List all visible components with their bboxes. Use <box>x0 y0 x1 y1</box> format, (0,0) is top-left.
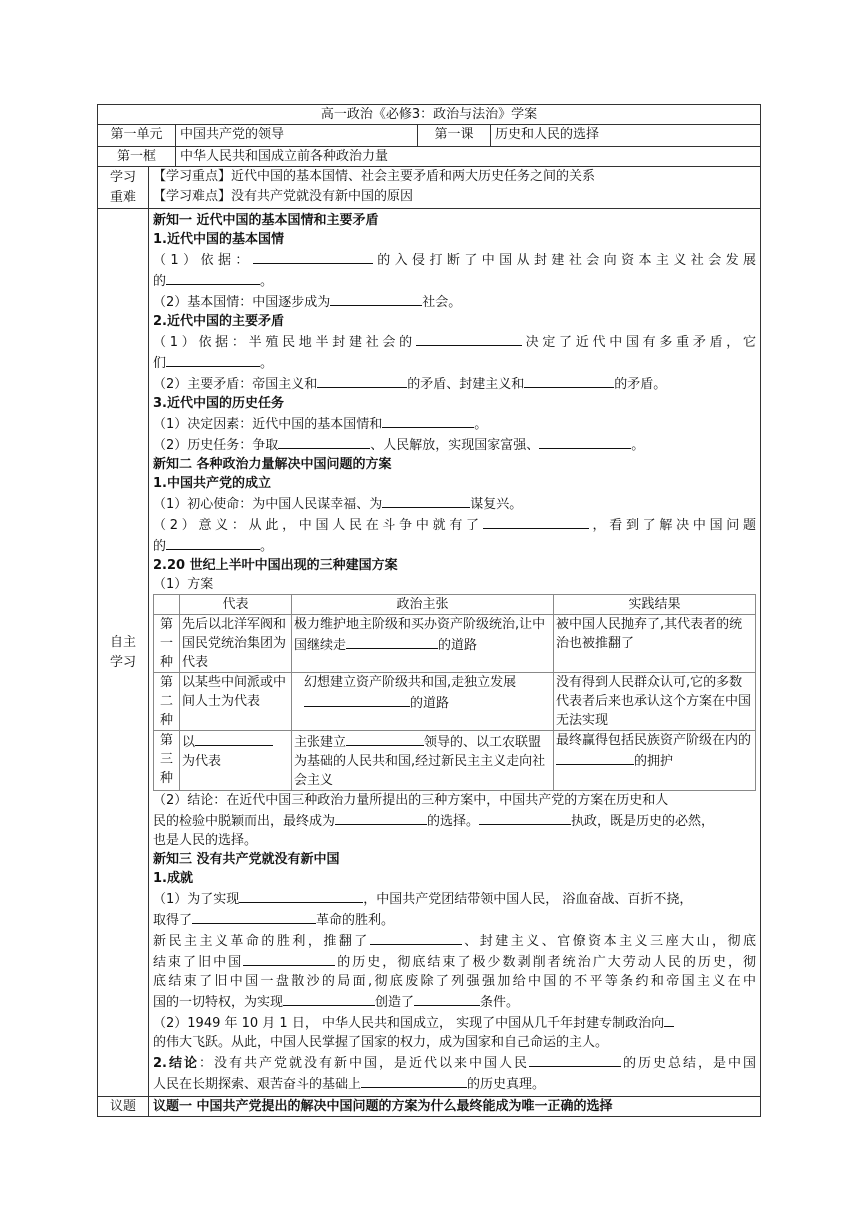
frame-name: 中华人民共和国成立前各种政治力量 <box>176 147 761 167</box>
frame-label: 第一框 <box>98 147 176 167</box>
self-study-content <box>149 209 761 1097</box>
plan-claim: 幻想建立资产阶级共和国,走独立发展的道路 <box>292 673 554 731</box>
plan-rep: 先后以北洋军阀和国民党统治集团为代表 <box>180 615 292 673</box>
unit-name: 中国共产党的领导 <box>176 125 418 147</box>
plan-result: 被中国人民抛弃了,其代表者的统治也被推翻了 <box>554 615 756 673</box>
k1-heading: 新知一 近代中国的基本国情和主要矛盾 <box>153 213 379 228</box>
k2-s1-b-cont: 的 。 <box>153 535 756 556</box>
plan-rep: 以 为代表 <box>180 731 292 791</box>
k2-s1-title: 1.中国共产党的成立 <box>153 476 271 491</box>
plan-result: 没有得到人民群众认可,它的多数代表者后来也承认这个方案在中国无法实现 <box>554 673 756 731</box>
k3-b-cont: 的伟大飞跃。从此，中国人民掌握了国家的权力，成为国家和自己命运的主人。 <box>153 1035 609 1050</box>
k2-s1-b: （2）意义：从此，中国人民在斗争中就有了 ，看到了解决中国问题 <box>153 514 756 535</box>
plan-label: 第二种 <box>154 673 180 731</box>
k3-p: 新民主主义革命的胜利，推翻了 、封建主义、官僚资本主义三座大山，彻底 <box>153 930 756 951</box>
unit-label: 第一单元 <box>98 125 176 147</box>
k1-s2-a: （1）依据：半殖民地半封建社会的 决定了近代中国有多重矛盾，它 <box>153 331 756 352</box>
lesson-label: 第一课 <box>418 125 491 147</box>
plans-row-2 <box>154 673 756 731</box>
k1-s1-b: （2）基本国情：中国逐步成为 社会。 <box>153 291 756 312</box>
self-study-label: 自主学习 <box>98 209 149 1097</box>
plan-rep: 以某些中间派或中间人士为代表 <box>180 673 292 731</box>
k1-s1-title: 1.近代中国的基本国情 <box>153 232 284 247</box>
plan-label: 第三种 <box>154 731 180 791</box>
issue-label: 议题 <box>98 1097 149 1117</box>
plan-result: 最终赢得包括民族资产阶级在内的的拥护 <box>554 731 756 791</box>
k3-b: （2）1949 年 10 月 1 日， 中华人民共和国成立， 实现了中国从几千年封建专制政治向 <box>153 1012 756 1033</box>
page-title: 高一政治《必修3：政治与法治》学案 <box>98 105 761 125</box>
key-label: 学习重难 <box>98 167 149 209</box>
k2-conclusion: （2）结论：在近代中国三种政治力量所提出的三种方案中，中国共产党的方案在历史和人 <box>153 793 669 808</box>
plan-claim: 极力维护地主阶级和买办资产阶级统治,让中国继续走 的道路 <box>292 615 554 673</box>
k2-s2-title: 2.20 世纪上半叶中国出现的三种建国方案 <box>153 558 398 573</box>
plans-row-3 <box>154 731 756 791</box>
k1-s2-title: 2.近代中国的主要矛盾 <box>153 314 284 329</box>
plans-row-1 <box>154 615 756 673</box>
difficult-point: 【学习难点】没有共产党就没有新中国的原因 <box>153 189 414 204</box>
k3-heading: 新知三 没有共产党就没有新中国 <box>153 852 340 867</box>
key-point: 【学习重点】近代中国的基本国情、社会主要矛盾和两大历史任务之间的关系 <box>153 169 596 184</box>
worksheet-table <box>97 104 761 1117</box>
k3-a-cont: 取得了 革命的胜利。 <box>153 909 756 930</box>
plans-table <box>153 594 756 791</box>
k3-p-cont1: 结束了旧中国 的历史，彻底结束了极少数剥削者统治广大劳动人民的历史，彻 <box>153 951 756 972</box>
plan-claim: 主张建立 领导的、以工农联盟为基础的人民共和国,经过新民主主义走向社会主义 <box>292 731 554 791</box>
k2-s1-a: （1）初心使命：为中国人民谋幸福、为 谋复兴。 <box>153 493 756 514</box>
k3-p-cont3: 国的一切特权，为实现 创造了 条件。 <box>153 991 756 1012</box>
k1-s2-a-cont: 们 。 <box>153 352 756 373</box>
k1-s1-a: （1）依据： 的入侵打断了中国从封建社会向资本主义社会发展 <box>153 249 756 270</box>
k1-s3-a: （1）决定因素：近代中国的基本国情和 。 <box>153 413 756 434</box>
k1-s3-title: 3.近代中国的历史任务 <box>153 396 284 411</box>
k3-c: 2.结论：没有共产党就没有新中国，是近代以来中国人民 的历史总结，是中国 <box>153 1052 756 1073</box>
k2-heading: 新知二 各种政治力量解决中国问题的方案 <box>153 457 392 472</box>
k3-s1-title: 1.成就 <box>153 871 193 886</box>
k3-a: （1）为了实现 ，中国共产党团结带领中国人民， 浴血奋战、百折不挠， <box>153 888 756 909</box>
k2-s2-sub: （1）方案 <box>153 577 214 592</box>
issue-text: 议题一 中国共产党提出的解决中国问题的方案为什么最终能成为唯一正确的选择 <box>149 1097 761 1117</box>
k3-c-cont: 人民在长期探索、艰苦奋斗的基础上 的历史真理。 <box>153 1073 756 1094</box>
k2-conclusion-end: 也是人民的选择。 <box>153 833 258 848</box>
k2-conclusion-cont: 民的检验中脱颖而出，最终成为 的选择。 执政，既是历史的必然， <box>153 810 756 831</box>
k1-s2-b: （2）主要矛盾：帝国主义和 的矛盾、封建主义和 的矛盾。 <box>153 373 756 394</box>
plans-header-rep: 代表 <box>180 595 292 615</box>
worksheet <box>97 104 760 1117</box>
lesson-name: 历史和人民的选择 <box>491 125 761 147</box>
plan-label: 第一种 <box>154 615 180 673</box>
plans-header-claim: 政治主张 <box>292 595 554 615</box>
k1-s3-b: （2）历史任务：争取 、人民解放，实现国家富强、 。 <box>153 434 756 455</box>
k3-p-cont2: 底结束了旧中国一盘散沙的局面,彻底废除了列强强加给中国的不平等条约和帝国主义在中 <box>153 974 757 989</box>
k1-s1-a-cont: 的 。 <box>153 270 756 291</box>
plans-header-result: 实践结果 <box>554 595 756 615</box>
